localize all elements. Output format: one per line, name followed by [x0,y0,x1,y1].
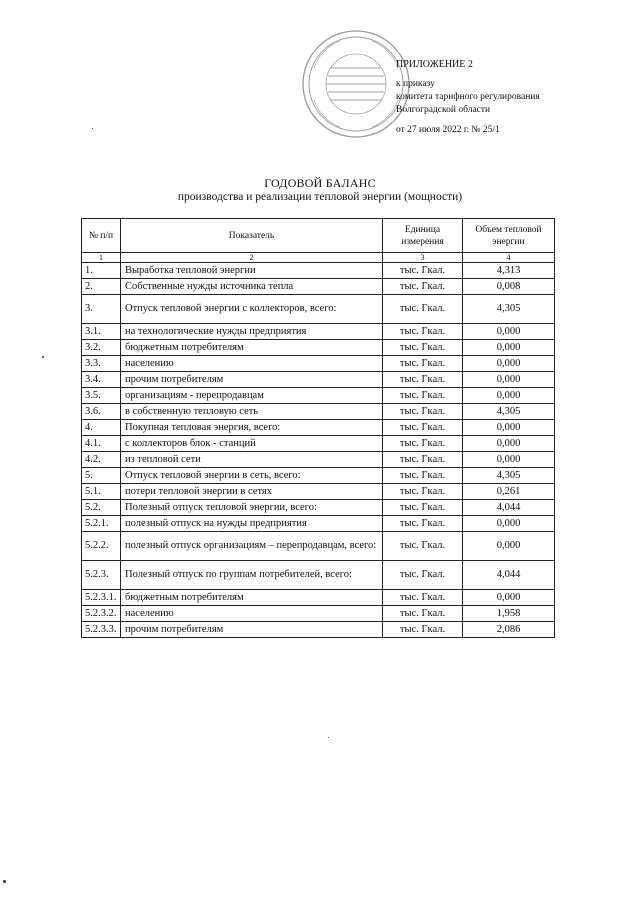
row-unit: тыс. Гкал. [383,532,463,561]
row-unit: тыс. Гкал. [383,295,463,324]
table-row [82,372,555,388]
scan-speck [42,356,44,358]
row-unit: тыс. Гкал. [383,622,463,638]
row-indicator: Собственные нужды источника тепла [121,279,383,295]
scan-speck [3,880,6,883]
row-indicator: Покупная тепловая энергия, всего: [121,420,383,436]
row-indicator: Отпуск тепловой энергии в сеть, всего: [121,468,383,484]
column-number: 4 [463,253,555,263]
row-indicator: бюджетным потребителям [121,340,383,356]
row-indicator: на технологические нужды предприятия [121,324,383,340]
row-unit: тыс. Гкал. [383,436,463,452]
row-indicator: потери тепловой энергии в сетях [121,484,383,500]
row-unit: тыс. Гкал. [383,484,463,500]
row-unit: тыс. Гкал. [383,324,463,340]
table-row [82,561,555,590]
row-number: 5.2.3. [82,561,121,590]
column-number: 3 [383,253,463,263]
row-indicator: бюджетным потребителям [121,590,383,606]
table-row [82,452,555,468]
row-indicator: Выработка тепловой энергии [121,263,383,279]
row-number: 5.2.3.3. [82,622,121,638]
balance-table [81,218,555,638]
table-row [82,468,555,484]
row-unit: тыс. Гкал. [383,420,463,436]
table-header-row [82,219,555,253]
appendix-label: ПРИЛОЖЕНИЕ 2 [396,59,473,70]
row-indicator: населению [121,356,383,372]
row-value: 0,000 [463,590,555,606]
row-value: 2,086 [463,622,555,638]
table-row [82,295,555,324]
row-value: 0,261 [463,484,555,500]
row-value: 4,044 [463,500,555,516]
table-row [82,436,555,452]
row-number: 5. [82,468,121,484]
table-row [82,388,555,404]
table-row [82,404,555,420]
row-indicator: прочим потребителям [121,622,383,638]
region-line: Волгоградской области [396,105,491,115]
row-number: 3.5. [82,388,121,404]
table-row [82,484,555,500]
header-number: № п/п [82,219,121,253]
row-number: 5.1. [82,484,121,500]
row-number: 5.2. [82,500,121,516]
row-number: 4.2. [82,452,121,468]
document-title: ГОДОВОЙ БАЛАНС [264,176,376,190]
row-indicator: с коллекторов блок - станций [121,436,383,452]
header-volume: Объем тепловой энергии [463,219,555,253]
header-unit: Единица измерения [383,219,463,253]
row-unit: тыс. Гкал. [383,590,463,606]
row-indicator: из тепловой сети [121,452,383,468]
row-value: 4,305 [463,468,555,484]
row-unit: тыс. Гкал. [383,606,463,622]
column-number-row [82,253,555,263]
row-unit: тыс. Гкал. [383,340,463,356]
row-indicator: полезный отпуск на нужды предприятия [121,516,383,532]
table-row [82,606,555,622]
row-value: 0,000 [463,340,555,356]
row-number: 4.1. [82,436,121,452]
table-row [82,324,555,340]
row-indicator: организациям - перепродавцам [121,388,383,404]
row-indicator: Полезный отпуск по группам потребителей, всего: [121,561,383,590]
row-value: 4,305 [463,295,555,324]
table-body [82,263,555,638]
row-number: 2. [82,279,121,295]
row-unit: тыс. Гкал. [383,356,463,372]
row-indicator: Отпуск тепловой энергии с коллекторов, всего: [121,295,383,324]
row-number: 3.1. [82,324,121,340]
document-subtitle: производства и реализации тепловой энергии (мощности) [177,191,463,203]
row-unit: тыс. Гкал. [383,279,463,295]
row-value: 4,044 [463,561,555,590]
row-number: 1. [82,263,121,279]
row-value: 0,000 [463,420,555,436]
row-number: 3.6. [82,404,121,420]
row-unit: тыс. Гкал. [383,516,463,532]
row-value: 0,000 [463,356,555,372]
row-unit: тыс. Гкал. [383,263,463,279]
row-number: 5.2.3.2. [82,606,121,622]
row-unit: тыс. Гкал. [383,404,463,420]
table-row [82,263,555,279]
row-indicator: в собственную тепловую сеть [121,404,383,420]
row-unit: тыс. Гкал. [383,500,463,516]
row-unit: тыс. Гкал. [383,452,463,468]
column-number: 1 [82,253,121,263]
row-unit: тыс. Гкал. [383,372,463,388]
row-value: 0,000 [463,324,555,340]
committee-line: комитета тарифного регулирования [396,92,540,102]
row-value: 0,008 [463,279,555,295]
scan-speck [92,128,93,129]
row-value: 4,313 [463,263,555,279]
row-value: 0,000 [463,532,555,561]
row-indicator: Полезный отпуск тепловой энергии, всего: [121,500,383,516]
table-row [82,356,555,372]
table-row [82,532,555,561]
row-value: 0,000 [463,372,555,388]
row-indicator: прочим потребителям [121,372,383,388]
row-number: 3.3. [82,356,121,372]
table-row [82,622,555,638]
row-unit: тыс. Гкал. [383,468,463,484]
row-unit: тыс. Гкал. [383,388,463,404]
table-row [82,340,555,356]
row-indicator: полезный отпуск организациям – перепродавцам, всего: [121,532,383,561]
row-value: 0,000 [463,388,555,404]
row-value: 0,000 [463,436,555,452]
row-number: 3.4. [82,372,121,388]
scan-speck [328,737,329,738]
column-number: 2 [121,253,383,263]
row-number: 3. [82,295,121,324]
row-number: 5.2.3.1. [82,590,121,606]
row-value: 0,000 [463,516,555,532]
table-row [82,516,555,532]
row-number: 5.2.2. [82,532,121,561]
row-value: 4,305 [463,404,555,420]
appendix-header [396,58,636,137]
order-line: к приказу [396,79,435,89]
table-row [82,500,555,516]
table-row [82,590,555,606]
row-number: 3.2. [82,340,121,356]
row-value: 0,000 [463,452,555,468]
row-value: 1,958 [463,606,555,622]
header-indicator: Показатель [121,219,383,253]
row-number: 4. [82,420,121,436]
order-date: от 27 июля 2022 г. № 25/1 [396,125,500,135]
row-number: 5.2.1. [82,516,121,532]
row-indicator: населению [121,606,383,622]
row-unit: тыс. Гкал. [383,561,463,590]
table-row [82,279,555,295]
table-row [82,420,555,436]
